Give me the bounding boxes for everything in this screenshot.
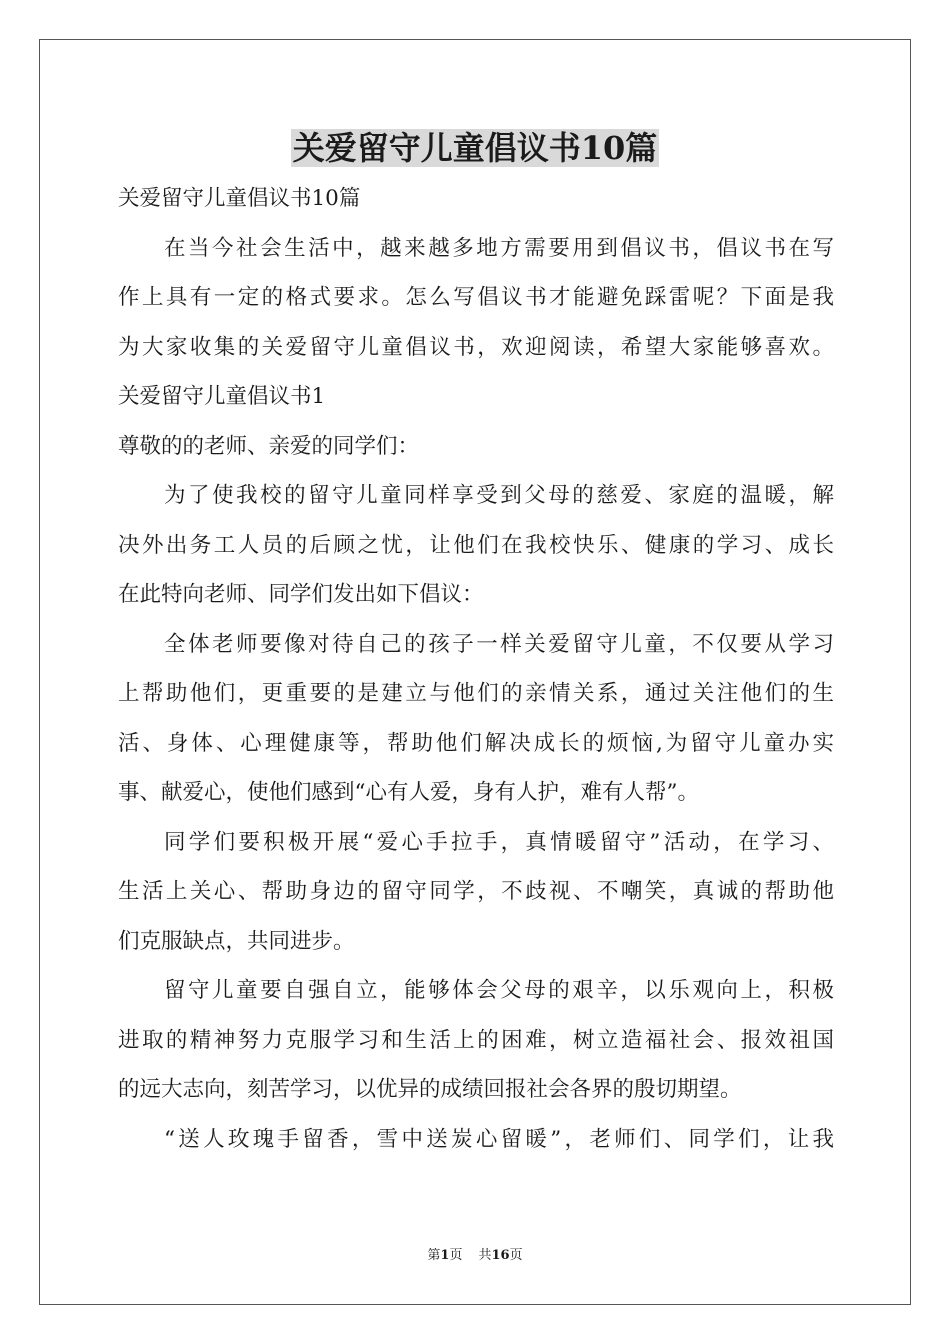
text-line: 全体老师要像对待自己的孩子一样关爱留守儿童，不仅要从学习 bbox=[164, 631, 834, 657]
text-line: 关爱留守儿童倡议书10篇 bbox=[118, 186, 361, 211]
text-line: 事、献爱心，使他们感到“心有人爱，身有人护，难有人帮”。 bbox=[118, 780, 699, 805]
text-line: 尊敬的的老师、亲爱的同学们： bbox=[118, 433, 420, 459]
document-body bbox=[118, 174, 834, 1164]
text-line: 作上具有一定的格式要求。怎么写倡议书才能避免踩雷呢？下面是我 bbox=[118, 285, 834, 310]
text-line: 生活上关心、帮助身边的留守同学，不歧视、不嘲笑，真诚的帮助他 bbox=[118, 879, 834, 904]
footer-current-page: 1 bbox=[440, 1248, 450, 1263]
text-line: “送人玫瑰手留香，雪中送炭心留暖”，老师们、同学们，让我 bbox=[164, 1126, 834, 1152]
document-title bbox=[0, 124, 950, 172]
text-line: 的远大志向，刻苦学习，以优异的成绩回报社会各界的殷切期望。 bbox=[118, 1077, 742, 1102]
text-line: 在此特向老师、同学们发出如下倡议： bbox=[118, 582, 484, 607]
text-line: 为大家收集的关爱留守儿童倡议书，欢迎阅读，希望大家能够喜欢。 bbox=[118, 334, 834, 360]
footer-prefix: 第 bbox=[427, 1248, 441, 1263]
text-line: 同学们要积极开展“爱心手拉手，真情暖留守”活动，在学习、 bbox=[164, 829, 834, 855]
footer-total-unit: 页 bbox=[509, 1248, 523, 1263]
text-line: 上帮助他们，更重要的是建立与他们的亲情关系，通过关注他们的生 bbox=[118, 681, 834, 706]
footer-total-pages: 16 bbox=[491, 1248, 510, 1263]
document-title-text: 关爱留守儿童倡议书10篇 bbox=[292, 129, 658, 167]
text-line: 关爱留守儿童倡议书1 bbox=[118, 384, 326, 409]
text-line: 活、身体、心理健康等，帮助他们解决成长的烦恼,为留守儿童办实 bbox=[118, 730, 834, 756]
footer-total-prefix: 共 bbox=[478, 1248, 492, 1263]
text-line: 为了使我校的留守儿童同样享受到父母的慈爱、家庭的温暖，解 bbox=[164, 483, 834, 508]
text-line: 进取的精神努力克服学习和生活上的困难，树立造福社会、报效祖国 bbox=[118, 1027, 834, 1053]
text-line: 留守儿童要自强自立，能够体会父母的艰辛，以乐观向上，积极 bbox=[164, 978, 834, 1003]
text-line: 们克服缺点，共同进步。 bbox=[118, 928, 355, 954]
text-line: 在当今社会生活中，越来越多地方需要用到倡议书，倡议书在写 bbox=[164, 235, 834, 261]
footer-page-unit: 页 bbox=[449, 1248, 463, 1263]
text-line: 决外出务工人员的后顾之忧，让他们在我校快乐、健康的学习、成长 bbox=[118, 532, 834, 558]
page-footer bbox=[0, 1246, 950, 1266]
